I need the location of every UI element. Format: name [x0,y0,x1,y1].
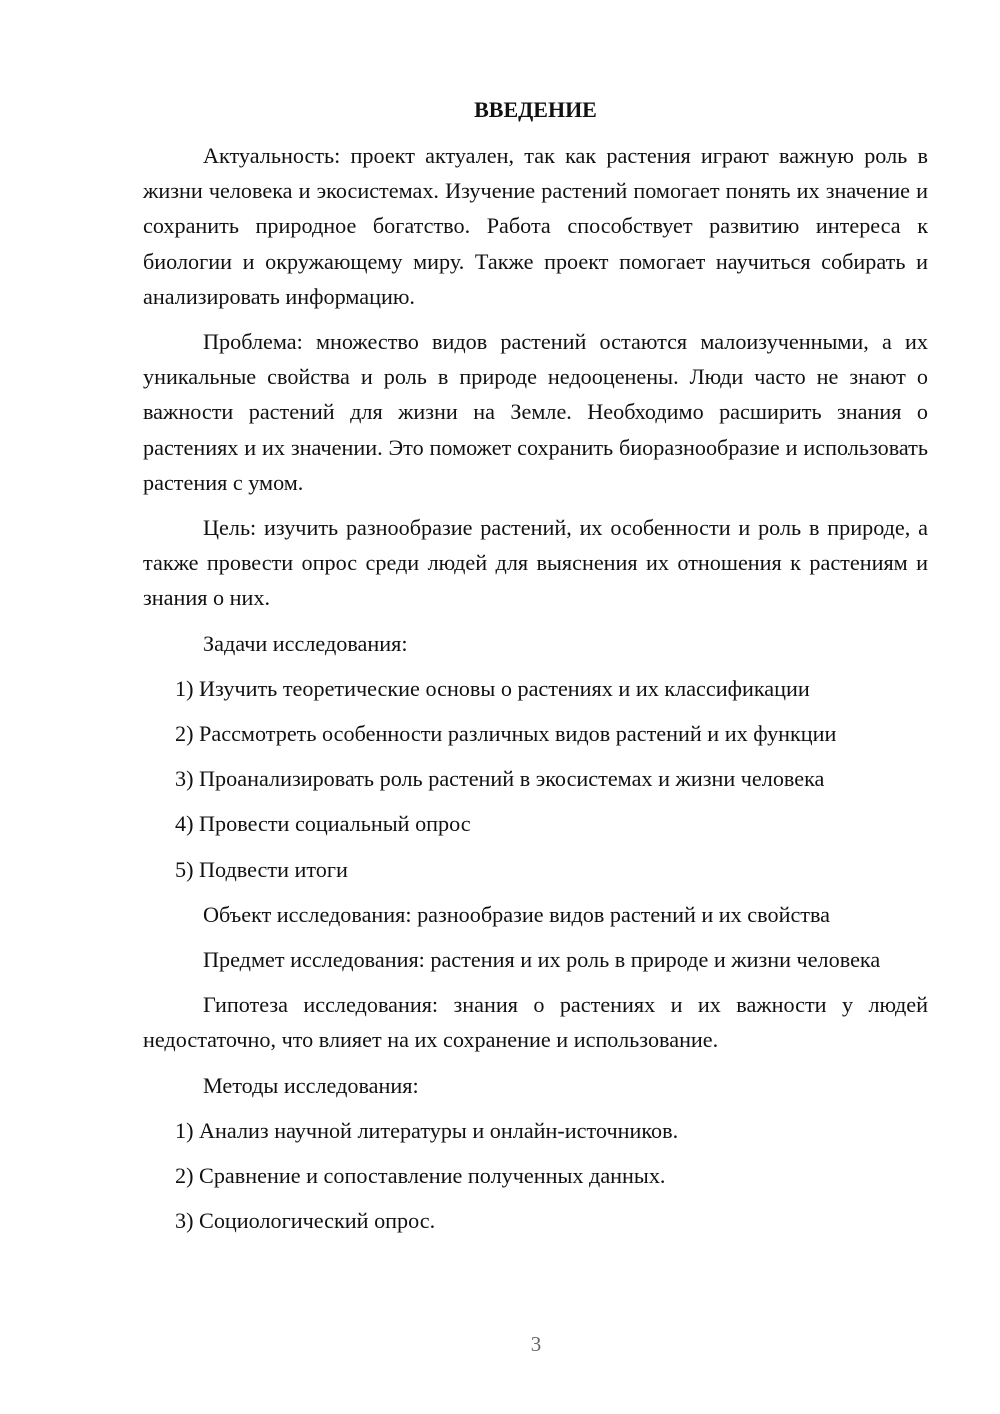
methods-list [143,1113,928,1239]
list-item: 5) Подвести итоги [175,856,348,882]
list-item: 1) Анализ научной литературы и онлайн-источников. [175,1117,679,1143]
list-item: 1) Изучить теоретические основы о растениях и их классификации [175,675,810,701]
subject-paragraph: Предмет исследования: растения и их роль в природе и жизни человека [203,947,881,973]
goal-paragraph: Цель: изучить разнообразие растений, их особенности и роль в природе, а также провести опрос среди людей для выяснения их отношения к растениям и знания о них. [143,515,928,611]
page-number: 3 [530,1332,542,1356]
tasks-heading: Задачи исследования: [203,630,408,656]
list-item: 3) Проанализировать роль растений в экосистемах и жизни человека [175,766,825,792]
hypothesis-paragraph: Гипотеза исследования: знания о растениях и их важности у людей недостаточно, что влияет на их сохранение и использование. [143,992,928,1053]
document-page [143,92,928,1248]
list-item: 4) Провести социальный опрос [175,811,471,837]
list-item: 3) Социологический опрос. [175,1208,436,1234]
list-item: 2) Сравнение и сопоставление полученных данных. [175,1163,666,1189]
problem-paragraph: Проблема: множество видов растений остаются малоизученными, а их уникальные свойства и роль в природе недооценены. Люди часто не знают о важности растений для жизни на Земле. Необходимо расширить знания о растениях и их значении. Это поможет сохранить биоразнообразие и использовать растения с умом. [143,329,928,495]
section-title: ВВЕДЕНИЕ [474,97,597,122]
tasks-list [143,671,928,887]
methods-heading: Методы исследования: [203,1072,419,1098]
object-paragraph: Объект исследования: разнообразие видов растений и их свойства [203,901,831,927]
relevance-paragraph: Актуальность: проект актуален, так как растения играют важную роль в жизни человека и экосистемах. Изучение растений помогает понять их значение и сохранить природное богатство. Работа способствует развитию интереса к биологии и окружающему миру. Также проект помогает научиться собирать и анализировать информацию. [143,143,928,309]
list-item: 2) Рассмотреть особенности различных видов растений и их функции [175,721,837,747]
